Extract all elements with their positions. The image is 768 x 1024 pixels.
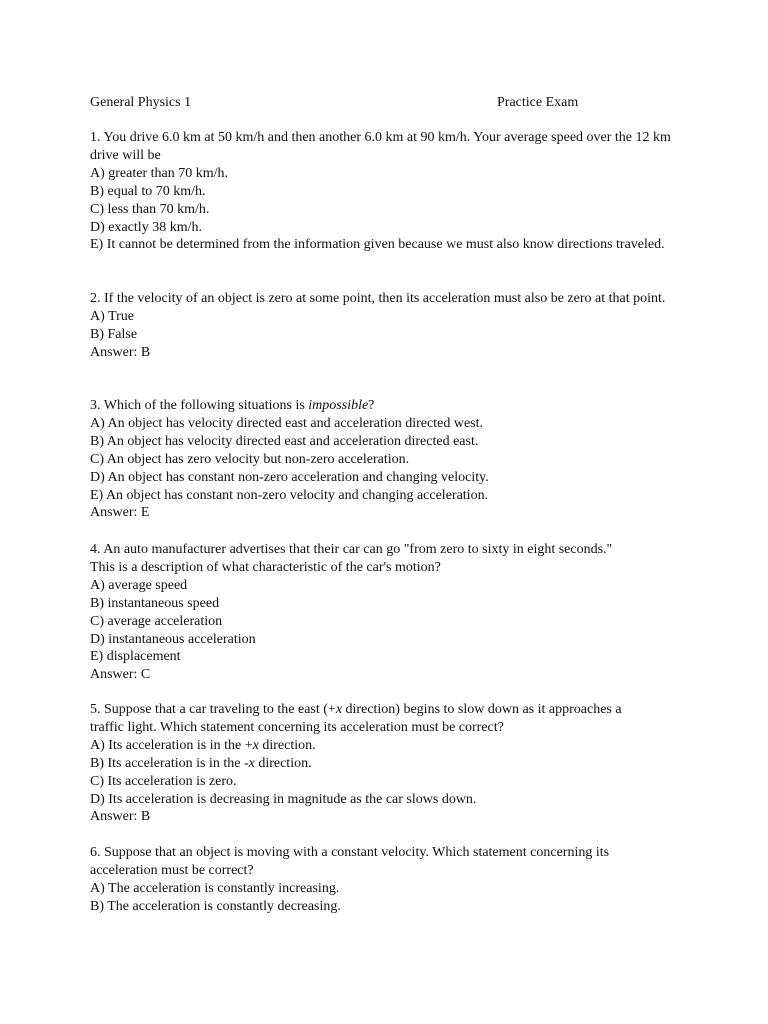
option-text-end: direction. (258, 737, 316, 753)
option-a (90, 737, 680, 755)
question-stem: 2. If the velocity of an object is zero at some point, then its acceleration must also be zero at that point. (90, 291, 666, 306)
option-variable: x (248, 755, 255, 771)
option-c: C) less than 70 km/h. (90, 201, 210, 217)
question-stem-line-1: 6. Suppose that an object is moving with a constant velocity. Which statement concerning its (90, 845, 610, 860)
stem-emphasis: impossible (308, 398, 369, 413)
answer: Answer: B (90, 809, 151, 825)
option-d: D) exactly 38 km/h. (90, 219, 202, 235)
question-stem-line-1 (90, 701, 680, 719)
option-e: E) displacement (90, 649, 181, 665)
option-d: D) An object has constant non-zero acceleration and changing velocity. (90, 469, 489, 485)
question-4 (90, 541, 680, 684)
option-b: B) instantaneous speed (90, 595, 220, 611)
option-e: E) An object has constant non-zero velocity and changing acceleration. (90, 487, 489, 503)
exam-title: Practice Exam (497, 95, 579, 110)
option-text: B) Its acceleration is in the - (90, 755, 249, 771)
option-a: A) The acceleration is constantly increasing. (90, 880, 340, 896)
option-text: A) Its acceleration is in the + (90, 737, 253, 753)
question-1 (90, 129, 680, 254)
option-a: A) True (90, 308, 134, 324)
stem-text-end: ? (368, 398, 375, 413)
option-b: B) equal to 70 km/h. (90, 183, 206, 199)
option-b (90, 755, 680, 773)
option-d: D) Its acceleration is decreasing in magnitude as the car slows down. (90, 791, 477, 807)
stem-variable: x (335, 702, 343, 717)
option-e: E) It cannot be determined from the information given because we must also know directions traveled. (90, 237, 665, 253)
course-title: General Physics 1 (90, 95, 192, 110)
option-b: B) The acceleration is constantly decreasing. (90, 898, 341, 914)
question-stem-line-2: acceleration must be correct? (90, 862, 254, 878)
option-d: D) instantaneous acceleration (90, 631, 256, 647)
option-text-end: direction. (254, 755, 312, 771)
question-stem: 1. You drive 6.0 km at 50 km/h and then another 6.0 km at 90 km/h. Your average speed over the 12 km drive will be (90, 130, 671, 163)
stem-text: 5. Suppose that a car traveling to the east (+ (90, 702, 336, 717)
question-6 (90, 844, 680, 916)
option-c: C) Its acceleration is zero. (90, 773, 237, 789)
question-stem-line-2: traffic light. Which statement concerning its acceleration must be correct? (90, 719, 504, 735)
option-c: C) An object has zero velocity but non-zero acceleration. (90, 451, 410, 467)
option-a: A) An object has velocity directed east and acceleration directed west. (90, 415, 483, 431)
option-variable: x (252, 737, 259, 753)
answer: Answer: B (90, 344, 151, 360)
option-b: B) An object has velocity directed east and acceleration directed east. (90, 433, 479, 449)
question-stem-line-1: 4. An auto manufacturer advertises that their car can go "from zero to sixty in eight seconds." (90, 542, 613, 557)
question-5 (90, 701, 680, 826)
question-stem (90, 397, 680, 415)
option-c: C) average acceleration (90, 613, 223, 629)
page-header (90, 94, 610, 112)
option-a: A) greater than 70 km/h. (90, 165, 229, 181)
stem-text: 3. Which of the following situations is (90, 398, 309, 413)
answer: Answer: C (90, 667, 151, 683)
question-3 (90, 397, 680, 522)
answer: Answer: E (90, 505, 150, 521)
option-b: B) False (90, 326, 138, 342)
option-a: A) average speed (90, 577, 188, 593)
stem-text-end: direction) begins to slow down as it approaches a (342, 702, 622, 717)
question-stem-line-2: This is a description of what characteristic of the car's motion? (90, 559, 441, 575)
question-2 (90, 290, 680, 362)
